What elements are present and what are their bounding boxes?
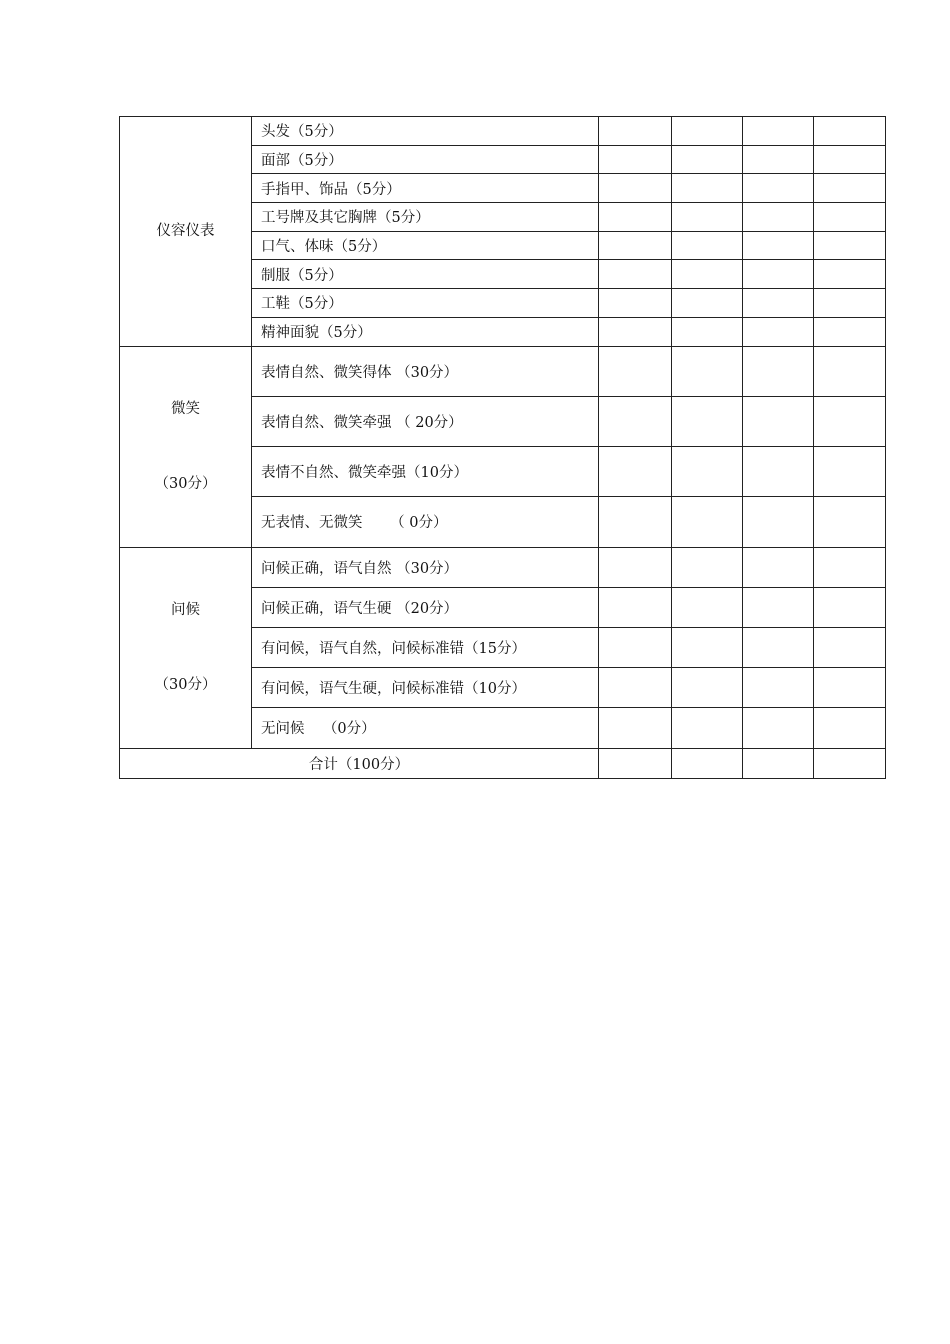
- score-cell[interactable]: [743, 203, 814, 232]
- category-label: 微笑: [171, 400, 200, 417]
- score-cell[interactable]: [599, 497, 672, 547]
- category-cell-smile: [120, 346, 252, 547]
- score-cell[interactable]: [814, 497, 886, 547]
- score-cell[interactable]: [814, 346, 886, 396]
- score-cell[interactable]: [599, 174, 672, 203]
- score-cell[interactable]: [672, 497, 743, 547]
- score-cell[interactable]: [814, 117, 886, 146]
- item-cell: 工鞋（5分）: [252, 289, 599, 318]
- score-cell[interactable]: [743, 145, 814, 174]
- score-cell[interactable]: [672, 317, 743, 346]
- score-cell[interactable]: [814, 174, 886, 203]
- score-cell[interactable]: [814, 203, 886, 232]
- score-cell[interactable]: [672, 289, 743, 318]
- score-cell[interactable]: [743, 447, 814, 497]
- score-cell[interactable]: [743, 708, 814, 748]
- item-cell: 表情自然、微笑牵强 （ 20分）: [252, 396, 599, 446]
- score-cell[interactable]: [814, 447, 886, 497]
- category-cell-appearance: [120, 117, 252, 347]
- score-cell[interactable]: [814, 289, 886, 318]
- item-cell: 精神面貌（5分）: [252, 317, 599, 346]
- item-cell: 头发（5分）: [252, 117, 599, 146]
- score-cell[interactable]: [672, 346, 743, 396]
- score-cell[interactable]: [599, 587, 672, 627]
- score-cell[interactable]: [599, 117, 672, 146]
- score-cell[interactable]: [672, 447, 743, 497]
- score-cell[interactable]: [599, 447, 672, 497]
- item-cell: 手指甲、饰品（5分）: [252, 174, 599, 203]
- item-cell: 工号牌及其它胸牌（5分）: [252, 203, 599, 232]
- score-cell[interactable]: [599, 396, 672, 446]
- score-cell[interactable]: [672, 396, 743, 446]
- score-cell[interactable]: [672, 203, 743, 232]
- score-cell[interactable]: [814, 145, 886, 174]
- category-points: （30分）: [154, 676, 217, 693]
- score-cell[interactable]: [743, 231, 814, 260]
- item-cell: 口气、体味（5分）: [252, 231, 599, 260]
- score-cell[interactable]: [599, 668, 672, 708]
- item-cell: 问候正确，语气生硬 （20分）: [252, 587, 599, 627]
- score-cell[interactable]: [814, 396, 886, 446]
- score-cell[interactable]: [599, 289, 672, 318]
- score-cell[interactable]: [743, 260, 814, 289]
- table-row: [120, 117, 886, 146]
- score-cell[interactable]: [599, 231, 672, 260]
- score-cell[interactable]: [814, 260, 886, 289]
- category-label: 仪容仪表: [156, 222, 215, 239]
- score-cell[interactable]: [743, 396, 814, 446]
- item-cell: 问候正确，语气自然 （30分）: [252, 547, 599, 587]
- item-cell: 无表情、无微笑 （ 0分）: [252, 497, 599, 547]
- score-cell[interactable]: [672, 117, 743, 146]
- total-score-cell[interactable]: [743, 748, 814, 778]
- score-cell[interactable]: [814, 317, 886, 346]
- category-label: 问候: [171, 601, 200, 618]
- score-cell[interactable]: [672, 260, 743, 289]
- score-cell[interactable]: [743, 117, 814, 146]
- item-cell: 无问候 （0分）: [252, 708, 599, 748]
- score-cell[interactable]: [599, 317, 672, 346]
- score-cell[interactable]: [599, 346, 672, 396]
- total-label: 合计（100分）: [120, 748, 599, 778]
- score-cell[interactable]: [672, 587, 743, 627]
- category-points: （30分）: [154, 475, 217, 492]
- score-cell[interactable]: [814, 231, 886, 260]
- score-cell[interactable]: [743, 174, 814, 203]
- score-cell[interactable]: [599, 260, 672, 289]
- total-score-cell[interactable]: [672, 748, 743, 778]
- score-cell[interactable]: [814, 547, 886, 587]
- item-cell: 表情不自然、微笑牵强（10分）: [252, 447, 599, 497]
- score-cell[interactable]: [743, 668, 814, 708]
- item-cell: 面部（5分）: [252, 145, 599, 174]
- score-cell[interactable]: [672, 174, 743, 203]
- item-cell: 有问候，语气生硬，问候标准错（10分）: [252, 668, 599, 708]
- category-cell-greeting: [120, 547, 252, 748]
- score-cell[interactable]: [814, 627, 886, 667]
- score-cell[interactable]: [599, 547, 672, 587]
- item-cell: 表情自然、微笑得体 （30分）: [252, 346, 599, 396]
- score-cell[interactable]: [599, 627, 672, 667]
- score-cell[interactable]: [599, 145, 672, 174]
- score-cell[interactable]: [672, 231, 743, 260]
- score-cell[interactable]: [672, 708, 743, 748]
- score-cell[interactable]: [743, 289, 814, 318]
- score-cell[interactable]: [743, 547, 814, 587]
- total-score-cell[interactable]: [814, 748, 886, 778]
- score-cell[interactable]: [743, 346, 814, 396]
- score-cell[interactable]: [743, 587, 814, 627]
- item-cell: 有问候，语气自然，问候标准错（15分）: [252, 627, 599, 667]
- table-row: [120, 346, 886, 396]
- total-row: [120, 748, 886, 778]
- score-cell[interactable]: [743, 627, 814, 667]
- score-cell[interactable]: [599, 708, 672, 748]
- score-cell[interactable]: [814, 587, 886, 627]
- score-cell[interactable]: [814, 668, 886, 708]
- score-cell[interactable]: [599, 203, 672, 232]
- score-cell[interactable]: [743, 317, 814, 346]
- score-cell[interactable]: [672, 668, 743, 708]
- score-cell[interactable]: [743, 497, 814, 547]
- score-cell[interactable]: [672, 145, 743, 174]
- score-cell[interactable]: [814, 708, 886, 748]
- item-cell: 制服（5分）: [252, 260, 599, 289]
- score-cell[interactable]: [672, 547, 743, 587]
- table-row: [120, 547, 886, 587]
- total-score-cell[interactable]: [599, 748, 672, 778]
- score-cell[interactable]: [672, 627, 743, 667]
- evaluation-table: [119, 116, 886, 779]
